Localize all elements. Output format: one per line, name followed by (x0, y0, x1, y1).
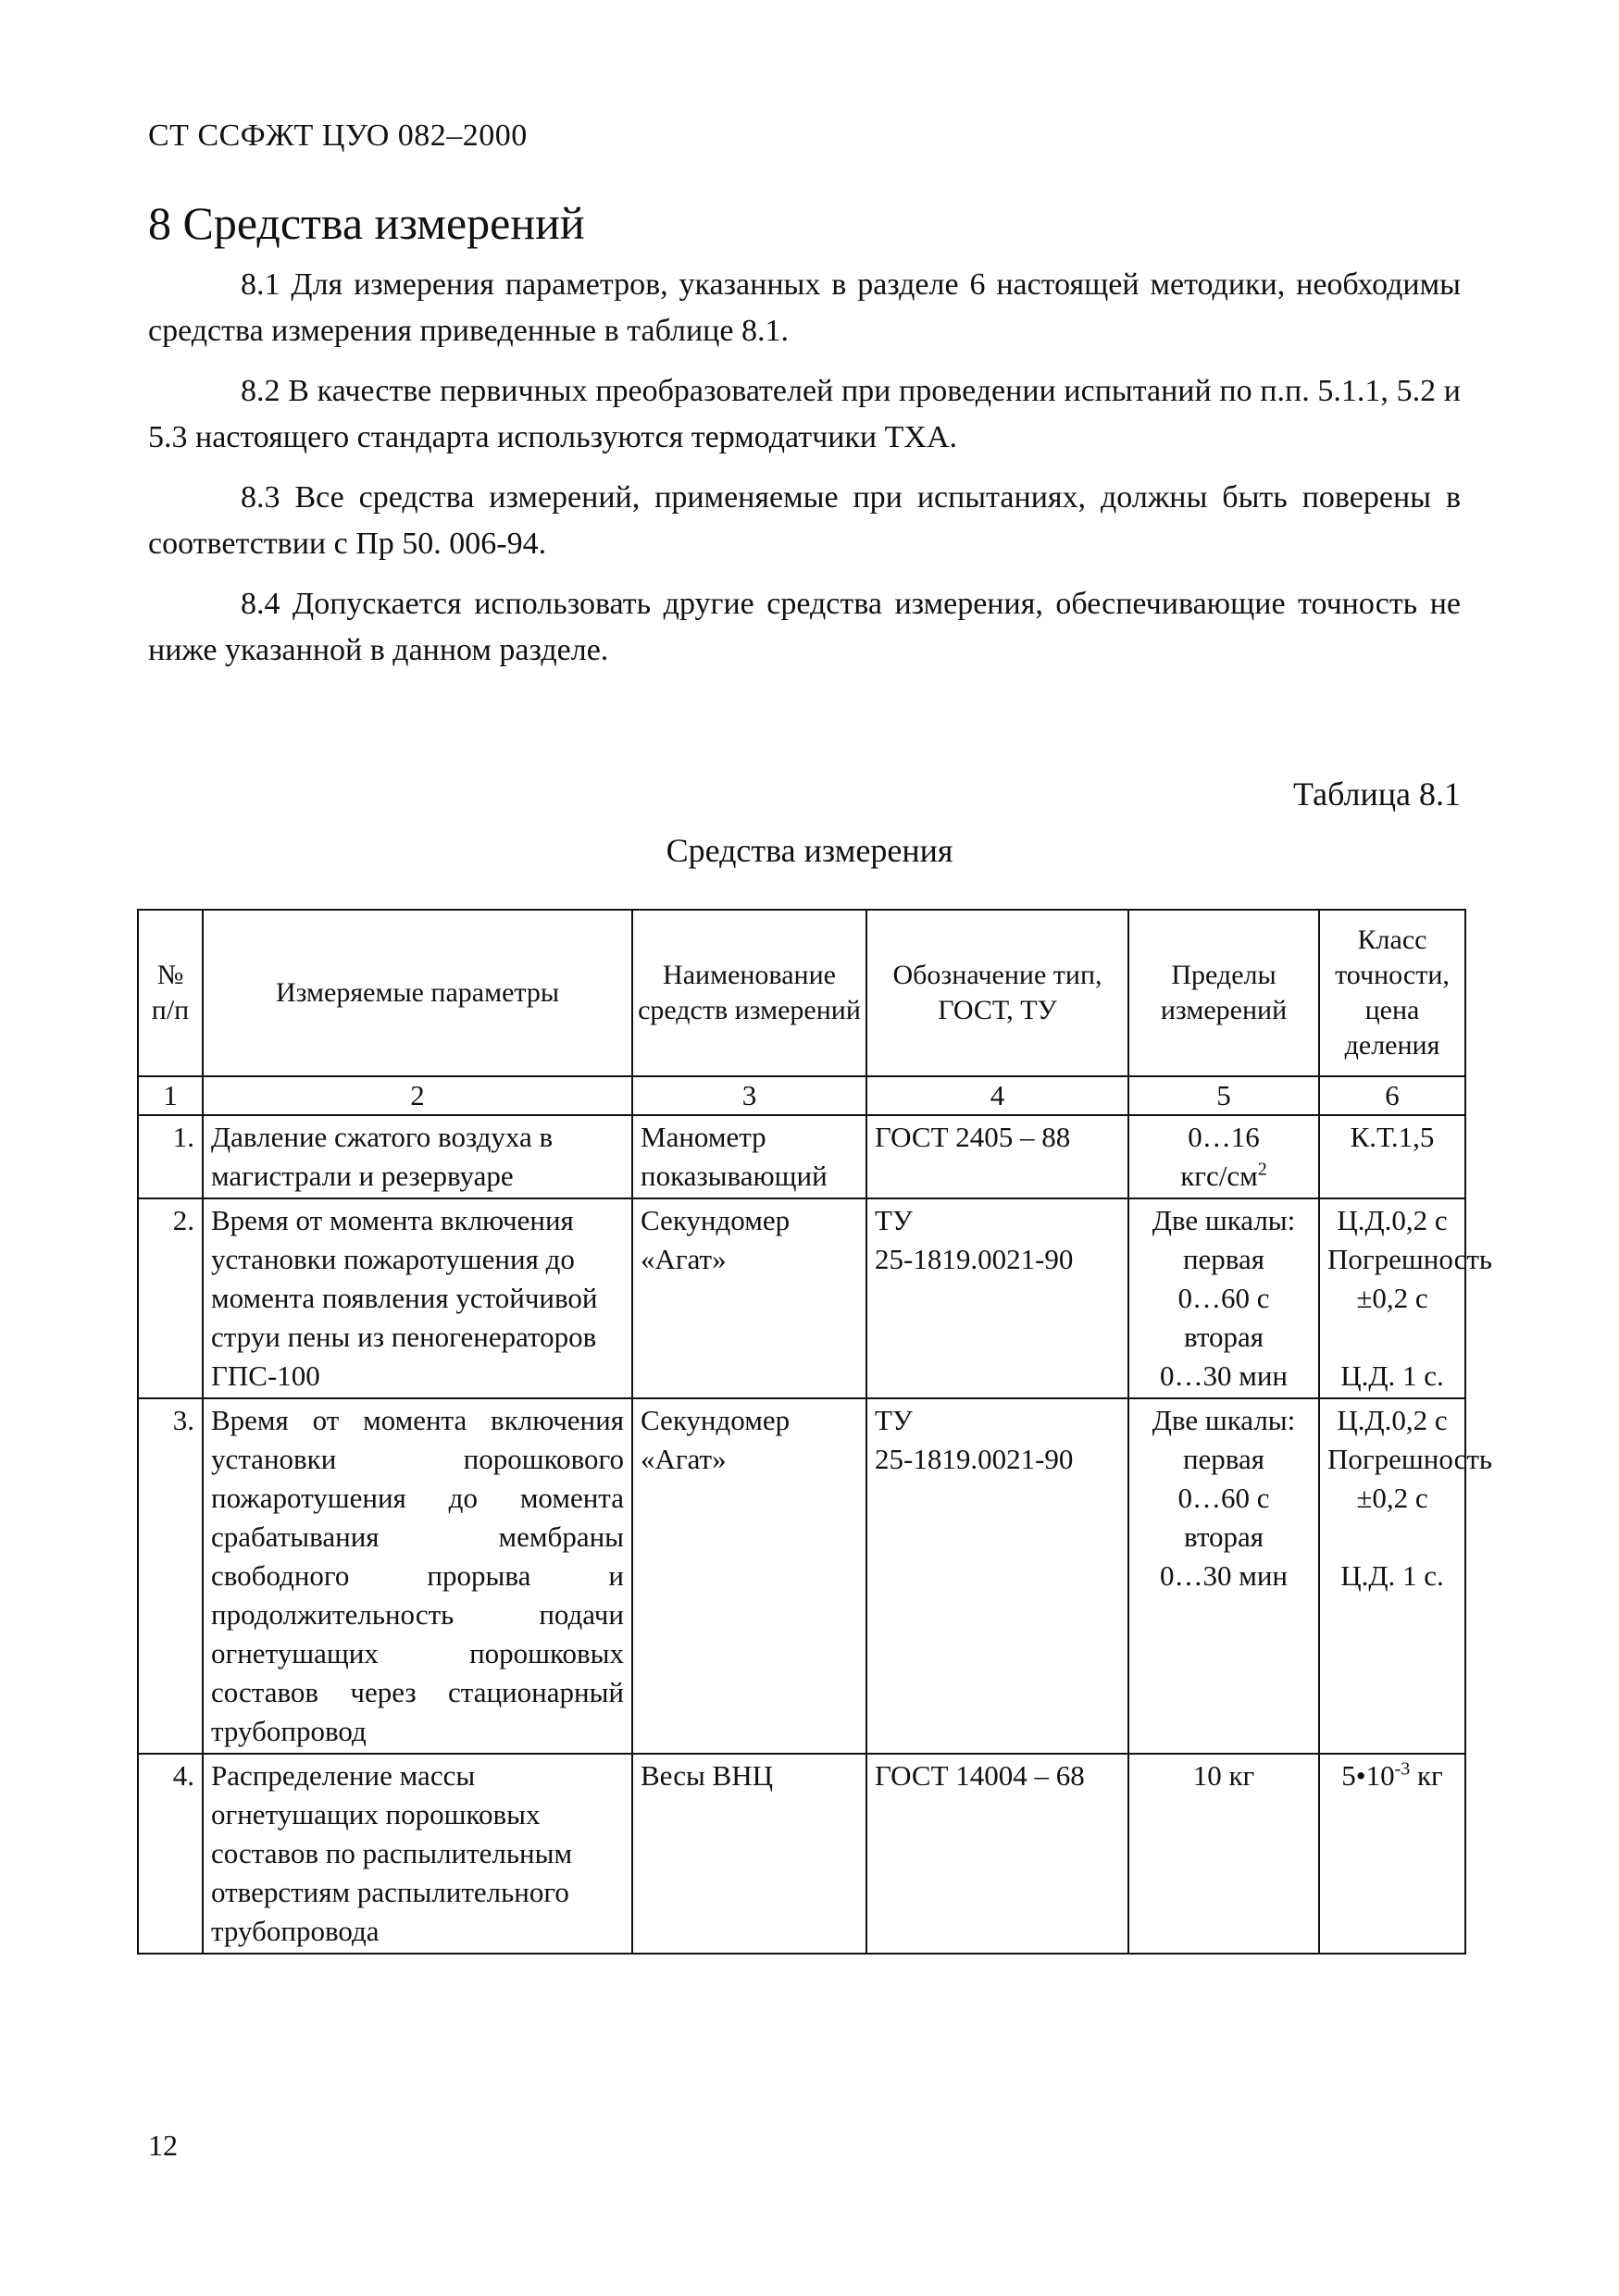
accuracy-exponent: -3 (1394, 1758, 1411, 1780)
table-number: Таблица 8.1 (1293, 776, 1461, 813)
limits-line: вторая (1183, 1321, 1264, 1353)
row-designation (866, 1398, 1128, 1754)
header-accuracy: Класс точности, цена деления (1319, 910, 1465, 1076)
document-code: СТ ССФЖТ ЦУО 082–2000 (148, 118, 528, 153)
accuracy-spacer (1327, 1518, 1457, 1557)
header-instrument-name: Наименование средств измерений (632, 910, 866, 1076)
limits-line: 0…16 (1188, 1121, 1260, 1153)
table-header-row (138, 910, 1465, 1076)
column-number: 1 (138, 1076, 203, 1115)
column-number: 4 (866, 1076, 1128, 1115)
header-limits: Пределы измерений (1128, 910, 1319, 1076)
limits-line: первая (1182, 1243, 1265, 1275)
accuracy-base: 5•10 (1341, 1759, 1395, 1792)
row-instrument-name: Секундомер «Агат» (632, 1198, 866, 1398)
limits-unit-superscript: 2 (1257, 1159, 1267, 1180)
designation-line: 25-1819.0021-90 (875, 1243, 1074, 1275)
row-parameter: Время от момента включения установки порошкового пожаротушения до момента срабатывания мембраны свободного прорыва и продолжительность подачи огнетушащих порошковых составов через стационарный трубопровод (203, 1398, 632, 1754)
row-parameter: Распределение массы огнетушащих порошковых составов по распылительным отверстиям распылительного трубопровода (203, 1754, 632, 1954)
row-accuracy (1319, 1398, 1493, 1754)
row-parameter: Время от момента включения установки пожаротушения до момента появления устойчивой струи пены из пеногенераторов ГПС-100 (203, 1198, 632, 1398)
column-number: 2 (203, 1076, 632, 1115)
limits-line: первая (1182, 1443, 1265, 1475)
table-row (138, 1398, 1465, 1754)
row-number: 4. (138, 1754, 203, 1954)
limits-unit: кгс/см (1180, 1160, 1258, 1192)
measurement-instruments-table (137, 909, 1493, 1955)
accuracy-line: К.Т.1,5 (1350, 1121, 1435, 1153)
limits-line: вторая (1183, 1520, 1264, 1553)
row-limits (1128, 1754, 1319, 1954)
row-designation (866, 1754, 1128, 1954)
row-number: 3. (138, 1398, 203, 1754)
limits-line: Две шкалы: (1152, 1204, 1296, 1236)
row-instrument-name: Весы ВНЦ (632, 1754, 866, 1954)
paragraph-8-4: 8.4 Допускается использовать другие средства измерения, обеспечивающие точность не ниже указанной в данном разделе. (148, 587, 1461, 667)
page-number: 12 (148, 2128, 178, 2162)
designation-line: 25-1819.0021-90 (875, 1443, 1074, 1475)
designation-line: ТУ (875, 1204, 913, 1236)
row-accuracy (1319, 1115, 1465, 1198)
row-instrument-name: Манометр показывающий (632, 1115, 866, 1198)
accuracy-line: Ц.Д. 1 с. (1340, 1359, 1444, 1392)
row-limits (1128, 1115, 1319, 1198)
limits-line: 0…30 мин (1159, 1359, 1289, 1392)
row-designation (866, 1115, 1128, 1198)
limits-line: 10 кг (1192, 1759, 1255, 1792)
column-number-row (138, 1076, 1465, 1115)
header-number: № п/п (138, 910, 203, 1076)
accuracy-line: Погрешность (1327, 1443, 1493, 1475)
row-parameter: Давление сжатого воздуха в магистрали и резервуаре (203, 1115, 632, 1198)
table-title: Средства измерения (666, 832, 953, 869)
row-accuracy (1319, 1198, 1493, 1398)
limits-line (1137, 1157, 1311, 1196)
row-limits (1128, 1198, 1319, 1398)
table-row (138, 1198, 1465, 1398)
accuracy-line: ±0,2 с (1356, 1482, 1428, 1514)
designation-line: ГОСТ 14004 – 68 (875, 1759, 1085, 1792)
row-number: 2. (138, 1198, 203, 1398)
designation-line: ТУ (875, 1404, 913, 1436)
paragraph-8-2: 8.2 В качестве первичных преобразователей при проведении испытаний по п.п. 5.1.1, 5.2 и 5.3 настоящего стандарта используются термодатчики ТХА. (148, 374, 1461, 454)
column-number: 6 (1319, 1076, 1465, 1115)
accuracy-line: Ц.Д. 1 с. (1340, 1559, 1444, 1592)
designation-line: ГОСТ 2405 – 88 (875, 1121, 1071, 1153)
limits-line: 0…30 мин (1159, 1559, 1289, 1592)
accuracy-line: Погрешность (1327, 1243, 1493, 1275)
row-designation (866, 1198, 1128, 1398)
column-number: 5 (1128, 1076, 1319, 1115)
section-title: 8 Средства измерений (148, 197, 585, 249)
paragraph-8-3: 8.3 Все средства измерений, применяемые при испытаниях, должны быть поверены в соответствии с Пр 50. 006-94. (148, 480, 1461, 561)
table-row (138, 1754, 1465, 1954)
accuracy-line: Ц.Д.0,2 с (1337, 1204, 1448, 1236)
row-limits (1128, 1398, 1319, 1754)
header-designation: Обозначение тип, ГОСТ, ТУ (866, 910, 1128, 1076)
row-number: 1. (138, 1115, 203, 1198)
header-parameters: Измеряемые параметры (203, 910, 632, 1076)
limits-line: 0…60 с (1177, 1482, 1270, 1514)
accuracy-spacer (1327, 1318, 1457, 1357)
accuracy-unit: кг (1410, 1759, 1443, 1792)
column-number: 3 (632, 1076, 866, 1115)
row-instrument-name: Секундомер «Агат» (632, 1398, 866, 1754)
limits-line: 0…60 с (1177, 1282, 1270, 1314)
row-accuracy (1319, 1754, 1465, 1954)
paragraph-8-1: 8.1 Для измерения параметров, указанных в разделе 6 настоящей методики, необходимы средства измерения приведенные в таблице 8.1. (148, 267, 1461, 348)
table-row (138, 1115, 1465, 1198)
limits-line: Две шкалы: (1152, 1404, 1296, 1436)
accuracy-line: ±0,2 с (1356, 1282, 1428, 1314)
accuracy-line: Ц.Д.0,2 с (1337, 1404, 1448, 1436)
